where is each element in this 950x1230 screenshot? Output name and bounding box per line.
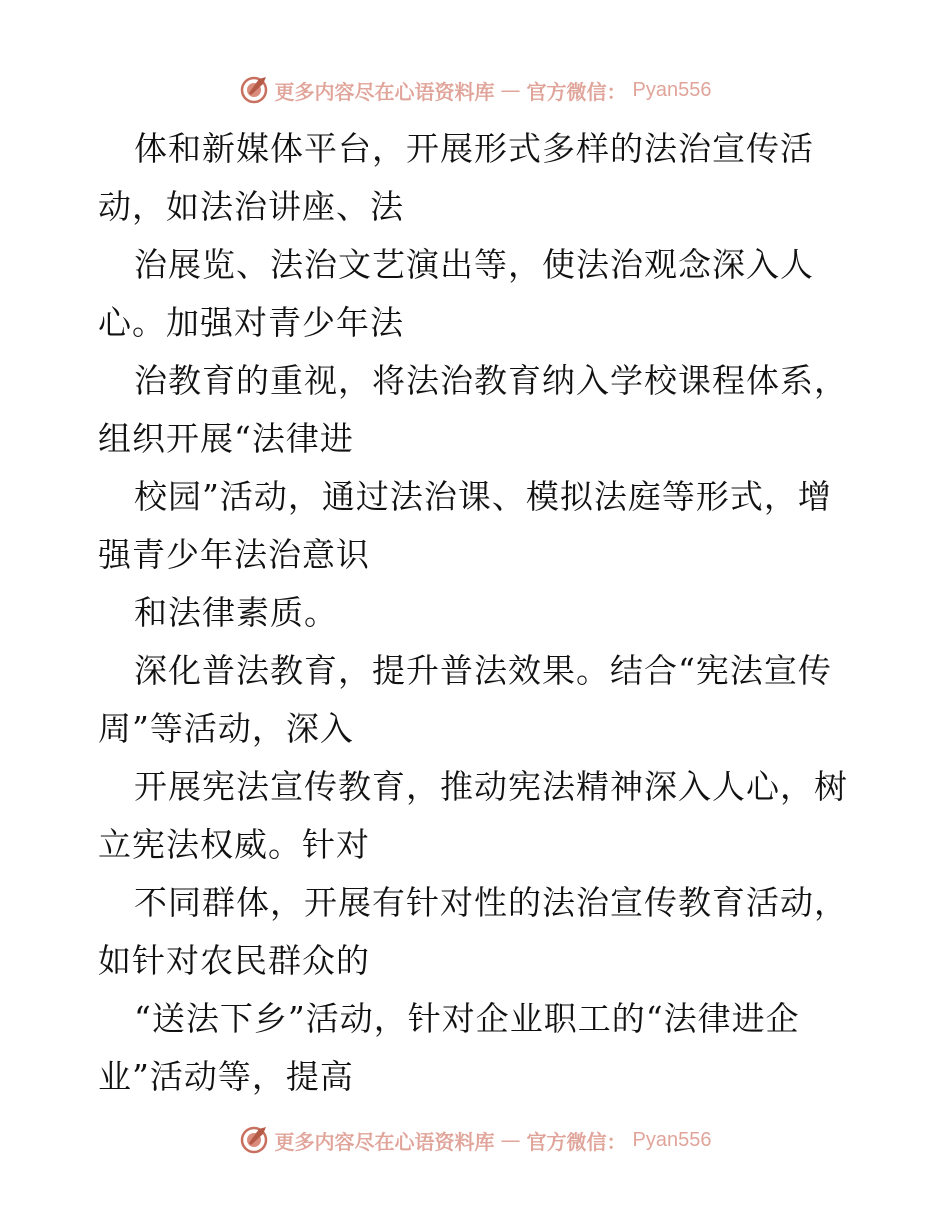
text-line: 校园”活动，通过法治课、模拟法庭等形式，增: [134, 477, 832, 516]
text-line: 组织开展“法律进: [98, 419, 354, 458]
text-line: 心。加强对青少年法: [98, 303, 404, 342]
watermark-separator: —: [500, 78, 521, 102]
text-line: 周”等活动，深入: [98, 709, 354, 748]
footer-watermark: [0, 1120, 950, 1160]
text-line: 深化普法教育，提升普法效果。结合“宪法宣传: [134, 651, 832, 690]
header-watermark: [0, 70, 950, 110]
text-line: 体和新媒体平台，开展形式多样的法治宣传活: [134, 129, 814, 168]
text-line: 动，如法治讲座、法: [98, 187, 404, 226]
watermark-site-text: 更多内容尽在心语资料库: [274, 1129, 495, 1154]
watermark-separator: —: [500, 1128, 521, 1152]
text-line: 和法律素质。: [134, 593, 338, 632]
pen-seal-icon: [239, 75, 269, 105]
text-line: 业”活动等，提高: [98, 1057, 354, 1096]
text-line: 开展宪法宣传教育，推动宪法精神深入人心，树: [134, 767, 848, 806]
pen-seal-icon: [239, 1125, 269, 1155]
text-line: 强青少年法治意识: [98, 535, 370, 574]
text-line: 治展览、法治文艺演出等，使法治观念深入人: [134, 245, 814, 284]
watermark-account-handle: Pyan556: [632, 1128, 712, 1151]
text-line: 如针对农民群众的: [98, 941, 370, 980]
watermark-account-handle: Pyan556: [632, 78, 712, 101]
document-body: [0, 120, 950, 1106]
watermark-site-text: 更多内容尽在心语资料库: [274, 79, 495, 104]
text-line: 不同群体，开展有针对性的法治宣传教育活动，: [134, 883, 848, 922]
text-line: 治教育的重视，将法治教育纳入学校课程体系，: [134, 361, 848, 400]
watermark-account-label: 官方微信：: [526, 1129, 627, 1154]
text-line: 立宪法权威。针对: [98, 825, 370, 864]
watermark-account-label: 官方微信：: [526, 79, 627, 104]
text-line: “送法下乡”活动，针对企业职工的“法律进企: [134, 999, 800, 1038]
